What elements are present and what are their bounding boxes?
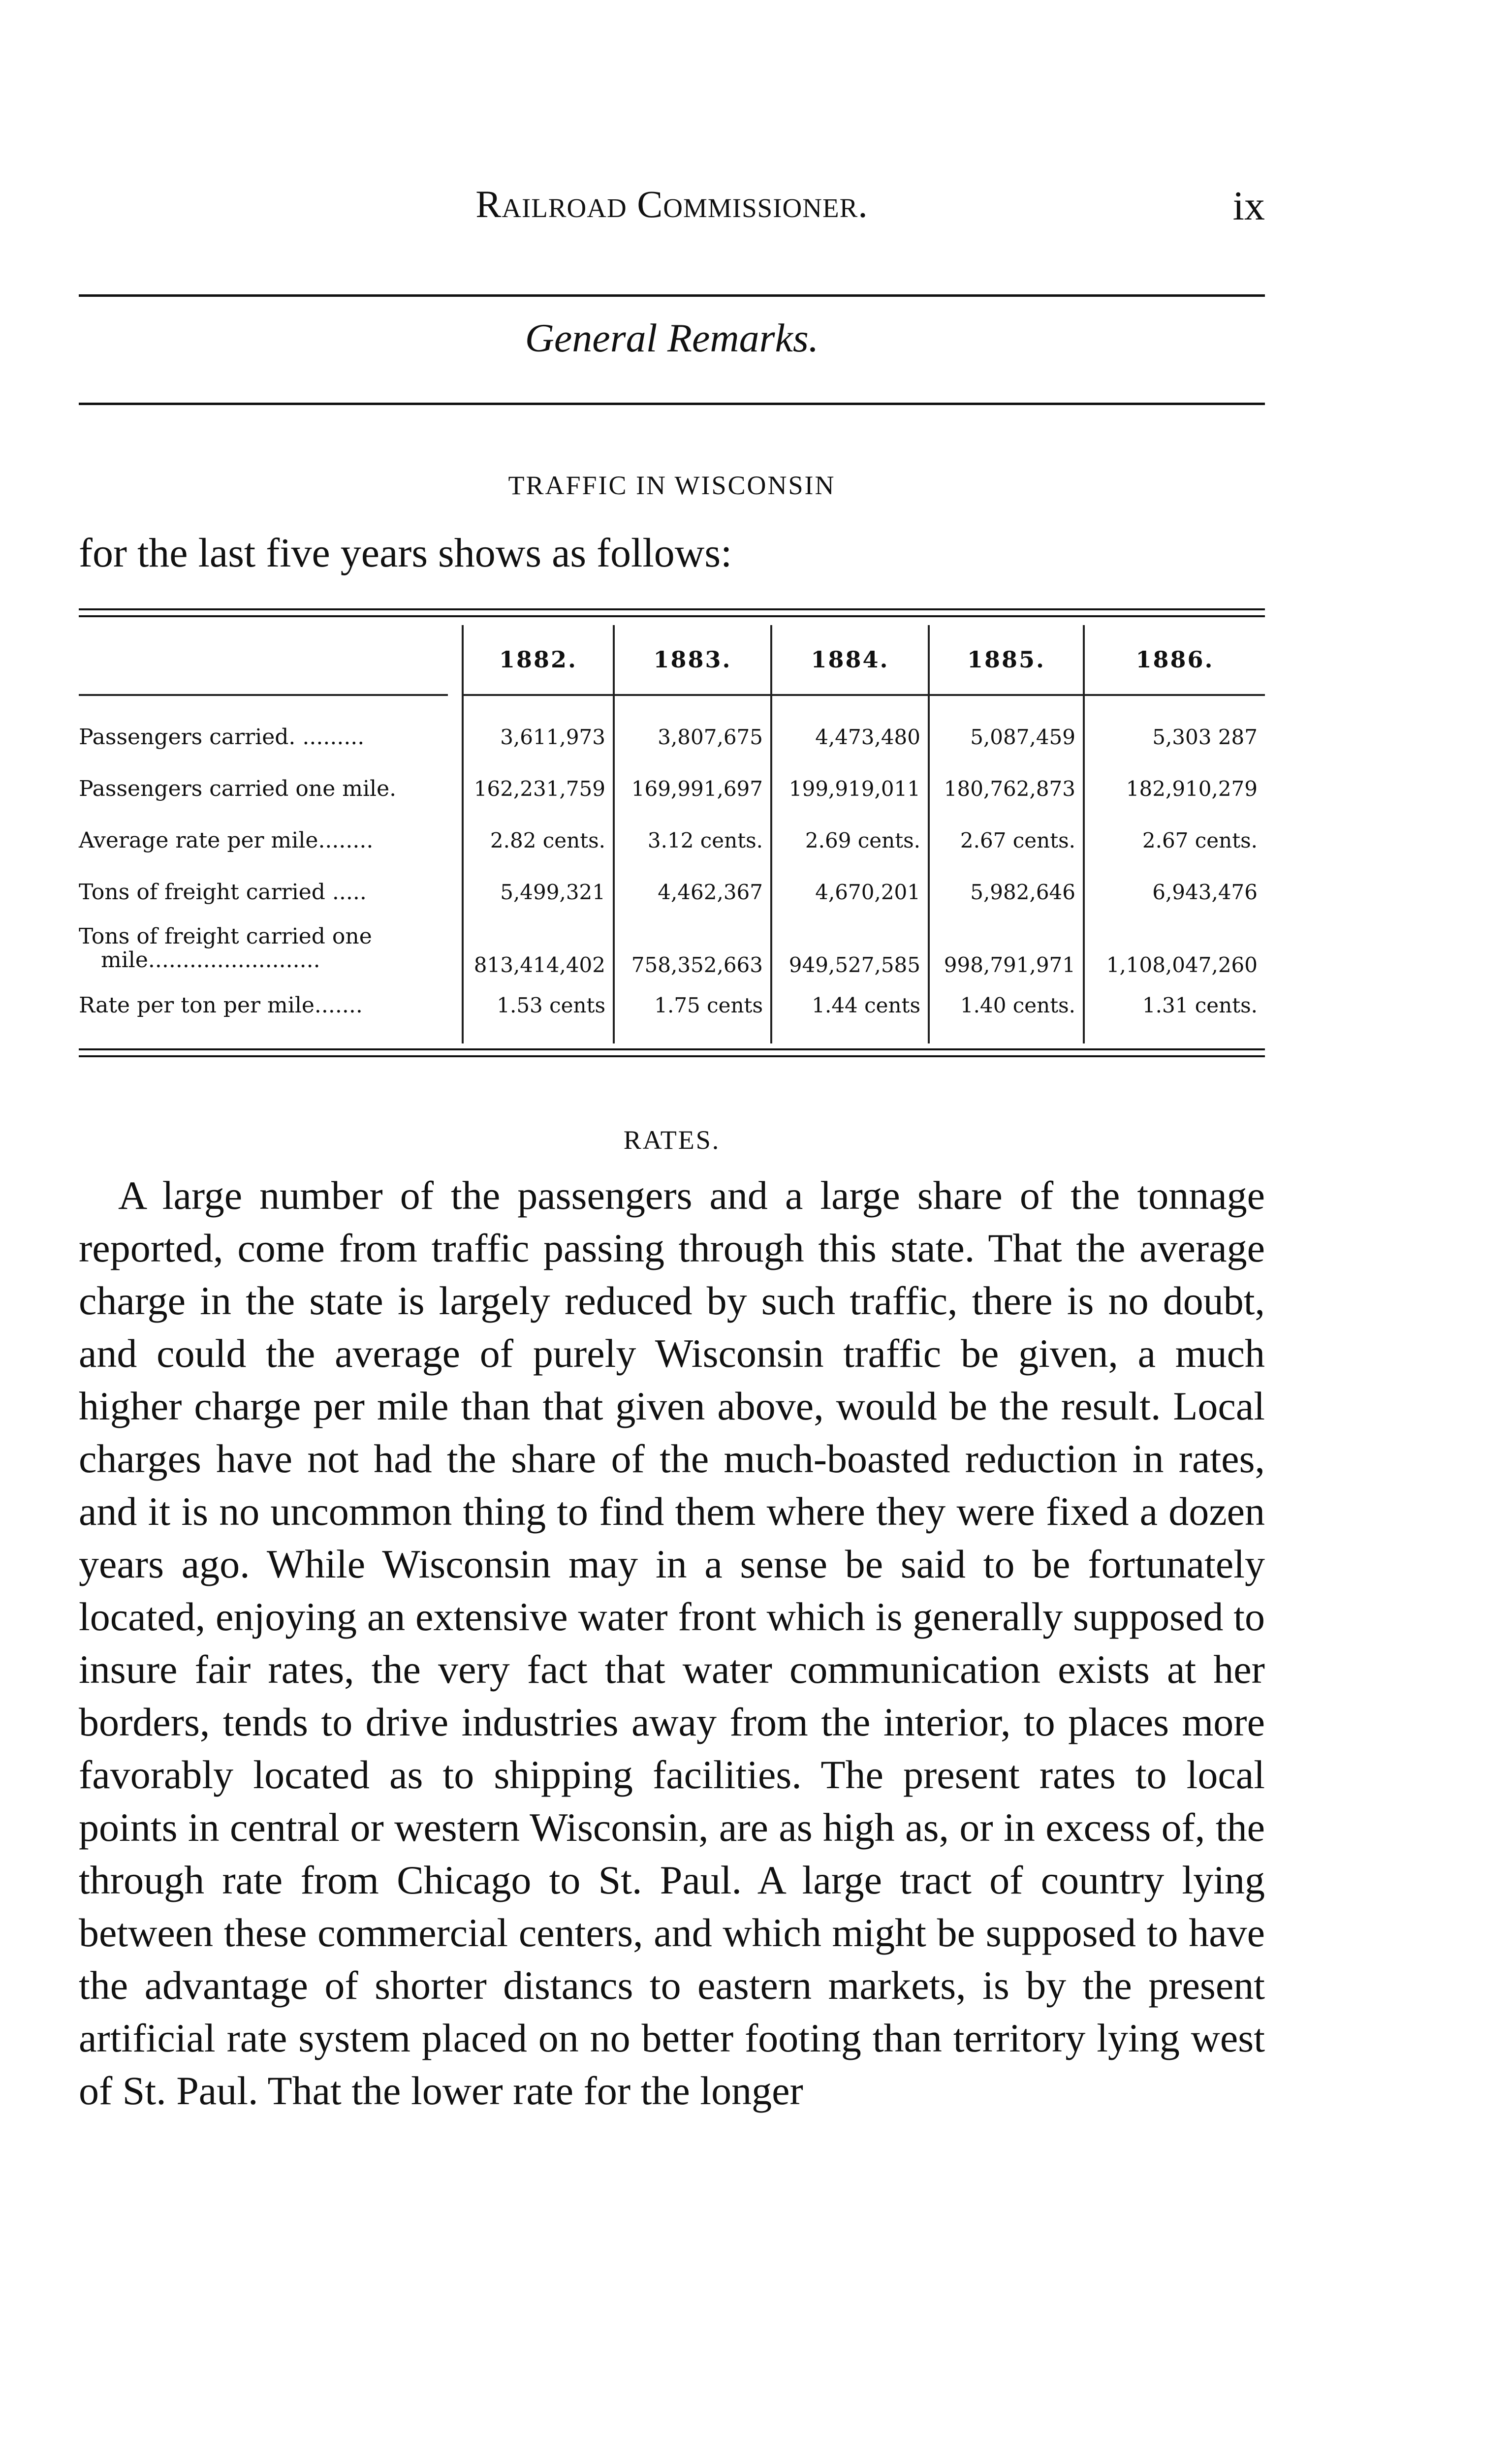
table-cell: 5,303 287 bbox=[1152, 725, 1258, 749]
table-cell: 758,352,663 bbox=[631, 953, 763, 977]
table-cell: 4,462,367 bbox=[658, 880, 763, 904]
table-cell: 5,499,321 bbox=[500, 880, 605, 904]
table-caption: TRAFFIC IN WISCONSIN bbox=[508, 471, 836, 500]
table-cell: 199,919,011 bbox=[788, 777, 920, 801]
row-label: Passengers carried. ......... bbox=[79, 725, 365, 750]
table-intro: for the last five years shows as follows: bbox=[79, 530, 732, 576]
table-cell: 162,231,759 bbox=[473, 777, 605, 801]
table-cell: 813,414,402 bbox=[473, 953, 605, 977]
table-cell: 2.69 cents. bbox=[805, 828, 920, 852]
table-cell: 1.31 cents. bbox=[1142, 993, 1258, 1017]
header-underline bbox=[79, 694, 448, 696]
table-cell: 182,910,279 bbox=[1126, 777, 1258, 801]
rates-paragraph: A large number of the passengers and a large share of the tonnage reported, come from traffic passing through this state. That the average charge in the state is largely reduced by such traffic, there is no doubt, and could the average of purely Wisconsin traffic be given, a much higher charge per mile than that given above, would be the result. Local charges have not had the share of the much-boasted reduction in rates, and it is no uncommon thing to find them where they were fixed a dozen years ago. While Wisconsin may in a sense be said to be fortunately located, enjoying an extensive water front which is generally supposed to insure fair rates, the very fact that water communication exists at her borders, tends to drive industries away from the interior, to places more favorably located as to shipping facilities. The present rates to local points in central or western Wisconsin, are as high as, or in excess of, the through rate from Chicago to St. Paul. A large tract of country lying between these commercial centers, and which might be supposed to have the advantage of shorter distancs to eastern markets, is by the present artificial rate system placed on no better footing than territory lying west of St. Paul. That the lower rate for the longer bbox=[79, 1173, 1265, 2113]
table-cell: 169,991,697 bbox=[631, 777, 763, 801]
row-label: Passengers carried one mile. bbox=[79, 776, 397, 801]
table-cell: 1.75 cents bbox=[654, 993, 763, 1017]
table-cell: 3,611,973 bbox=[500, 725, 605, 749]
column-header-1886: 1886. bbox=[1135, 646, 1214, 673]
table-cell: 2.67 cents. bbox=[960, 828, 1075, 852]
table-cell: 4,670,201 bbox=[815, 880, 920, 904]
table-cell: 949,527,585 bbox=[788, 953, 920, 977]
row-label: Average rate per mile........ bbox=[79, 828, 374, 853]
header-rule bbox=[79, 294, 1265, 297]
rates-heading: RATES. bbox=[623, 1125, 721, 1155]
column-header-1882: 1882. bbox=[499, 646, 578, 673]
table-top-rule bbox=[79, 608, 1265, 617]
column-header-1883: 1883. bbox=[653, 646, 732, 673]
table-cell: 1.44 cents bbox=[812, 993, 920, 1017]
row-label: Rate per ton per mile....... bbox=[79, 993, 363, 1018]
table-cell: 3.12 cents. bbox=[647, 828, 763, 852]
table-cell: 6,943,476 bbox=[1152, 880, 1258, 904]
page-number: ix bbox=[1232, 183, 1265, 229]
table-cell: 180,762,873 bbox=[944, 777, 1075, 801]
row-label-line2: mile......................... bbox=[101, 947, 320, 973]
table-cell: 5,087,459 bbox=[970, 725, 1075, 749]
section-title: General Remarks. bbox=[525, 316, 819, 360]
table-cell: 998,791,971 bbox=[944, 953, 1075, 977]
table-cell: 5,982,646 bbox=[970, 880, 1075, 904]
traffic-table bbox=[79, 625, 1265, 1043]
table-cell: 1,108,047,260 bbox=[1106, 953, 1258, 977]
row-label: Tons of freight carried ..... bbox=[79, 880, 367, 905]
table-cell: 1.53 cents bbox=[497, 993, 605, 1017]
section-rule bbox=[79, 403, 1265, 405]
table-cell: 3,807,675 bbox=[658, 725, 763, 749]
running-title: Railroad Commissioner. bbox=[475, 183, 868, 225]
table-cell: 1.40 cents. bbox=[960, 993, 1075, 1017]
row-label-line1: Tons of freight carried one bbox=[79, 924, 372, 949]
table-bottom-rule bbox=[79, 1048, 1265, 1057]
header-underline bbox=[464, 694, 1265, 696]
table-cell: 4,473,480 bbox=[815, 725, 920, 749]
table-cell: 2.82 cents. bbox=[490, 828, 605, 852]
column-header-1884: 1884. bbox=[811, 646, 889, 673]
table-cell: 2.67 cents. bbox=[1142, 828, 1258, 852]
running-header bbox=[79, 182, 1265, 236]
column-header-1885: 1885. bbox=[967, 646, 1046, 673]
